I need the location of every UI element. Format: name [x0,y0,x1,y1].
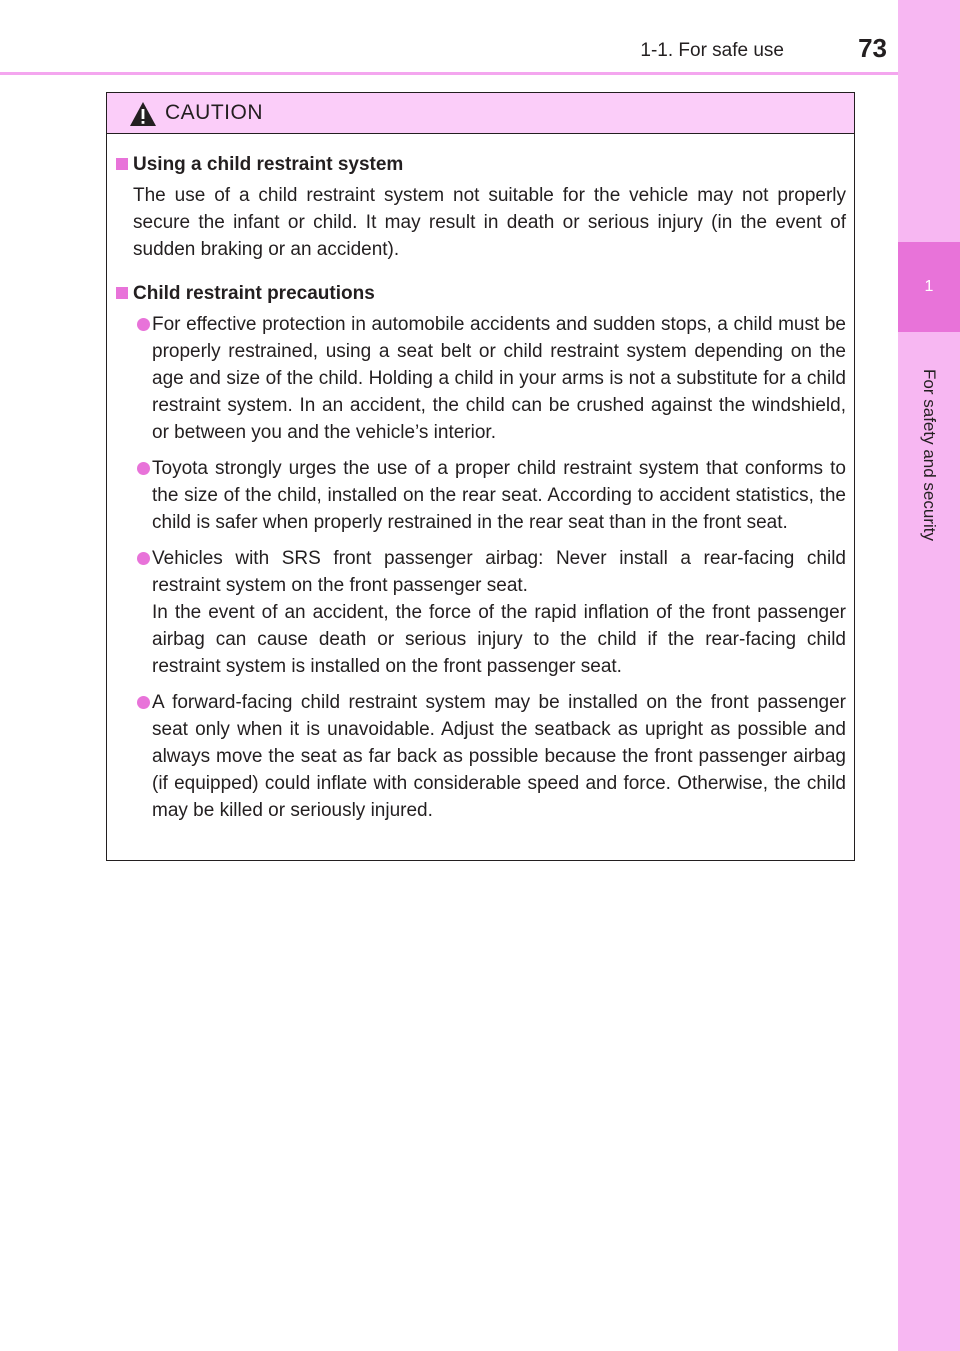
section-heading [116,151,846,178]
circle-bullet-icon [137,552,150,565]
circle-bullet-icon [137,462,150,475]
list-item [116,311,846,446]
list-item-text: Toyota strongly urges the use of a proper child restraint system that conforms to the size of the child, installed on the rear seat. According to accident statistics, the child is safer when properly restrained in the rear seat than in the front seat. [152,458,846,533]
square-bullet-icon [116,287,128,299]
caution-body [107,134,854,833]
list-item-text: For effective protection in automobile accidents and sudden stops, a child must be properly restrained, using a seat belt or child restraint system depending on the age and size of the child. Holding a child in your arms is not a substitute for a child restraint system. In an accident, the child can be crushed against the windshield, or between you and the vehicle’s interior. [152,314,846,443]
chapter-title: For safety and security [920,369,939,541]
section-heading-text: Child restraint precautions [133,283,375,304]
list-item [116,689,846,824]
section-paragraph: The use of a child restraint system not suitable for the vehicle may not properly secure the infant or child. It may result in death or serious injury (in the event of sudden braking or an accident). [133,185,846,260]
section-heading-text: Using a child restraint system [133,154,404,175]
header-divider [0,72,898,75]
circle-bullet-icon [137,318,150,331]
circle-bullet-icon [137,696,150,709]
list-item-text: A forward-facing child restraint system may be installed on the front passenger seat only when it is unavoidable. Adjust the seatback as upright as possible and always move the seat as far back as possible because the front passenger airbag (if equipped) could inflate with considerable speed and force. Otherwise, the child may be killed or seriously injured. [152,692,846,821]
chapter-number: 1 [898,242,960,332]
square-bullet-icon [116,158,128,170]
warning-triangle-icon [129,101,157,127]
chapter-side-tab[interactable] [898,0,960,1351]
caution-header [107,93,854,134]
page-number: 73 [858,33,887,63]
precaution-list [116,311,846,824]
section-heading [116,280,846,307]
list-item-text: Vehicles with SRS front passenger airbag: Never install a rear-facing child restraint system on the front passenger seat. [152,548,846,596]
caution-title: CAUTION [165,101,263,124]
list-item [116,545,846,680]
caution-box [106,92,855,861]
list-item-text: In the event of an accident, the force of the rapid inflation of the front passenger airbag can cause death or serious injury to the child if the rear-facing child restraint system is installed on the front passenger seat. [152,602,846,677]
section-title: 1-1. For safe use [640,40,784,61]
list-item [116,455,846,536]
